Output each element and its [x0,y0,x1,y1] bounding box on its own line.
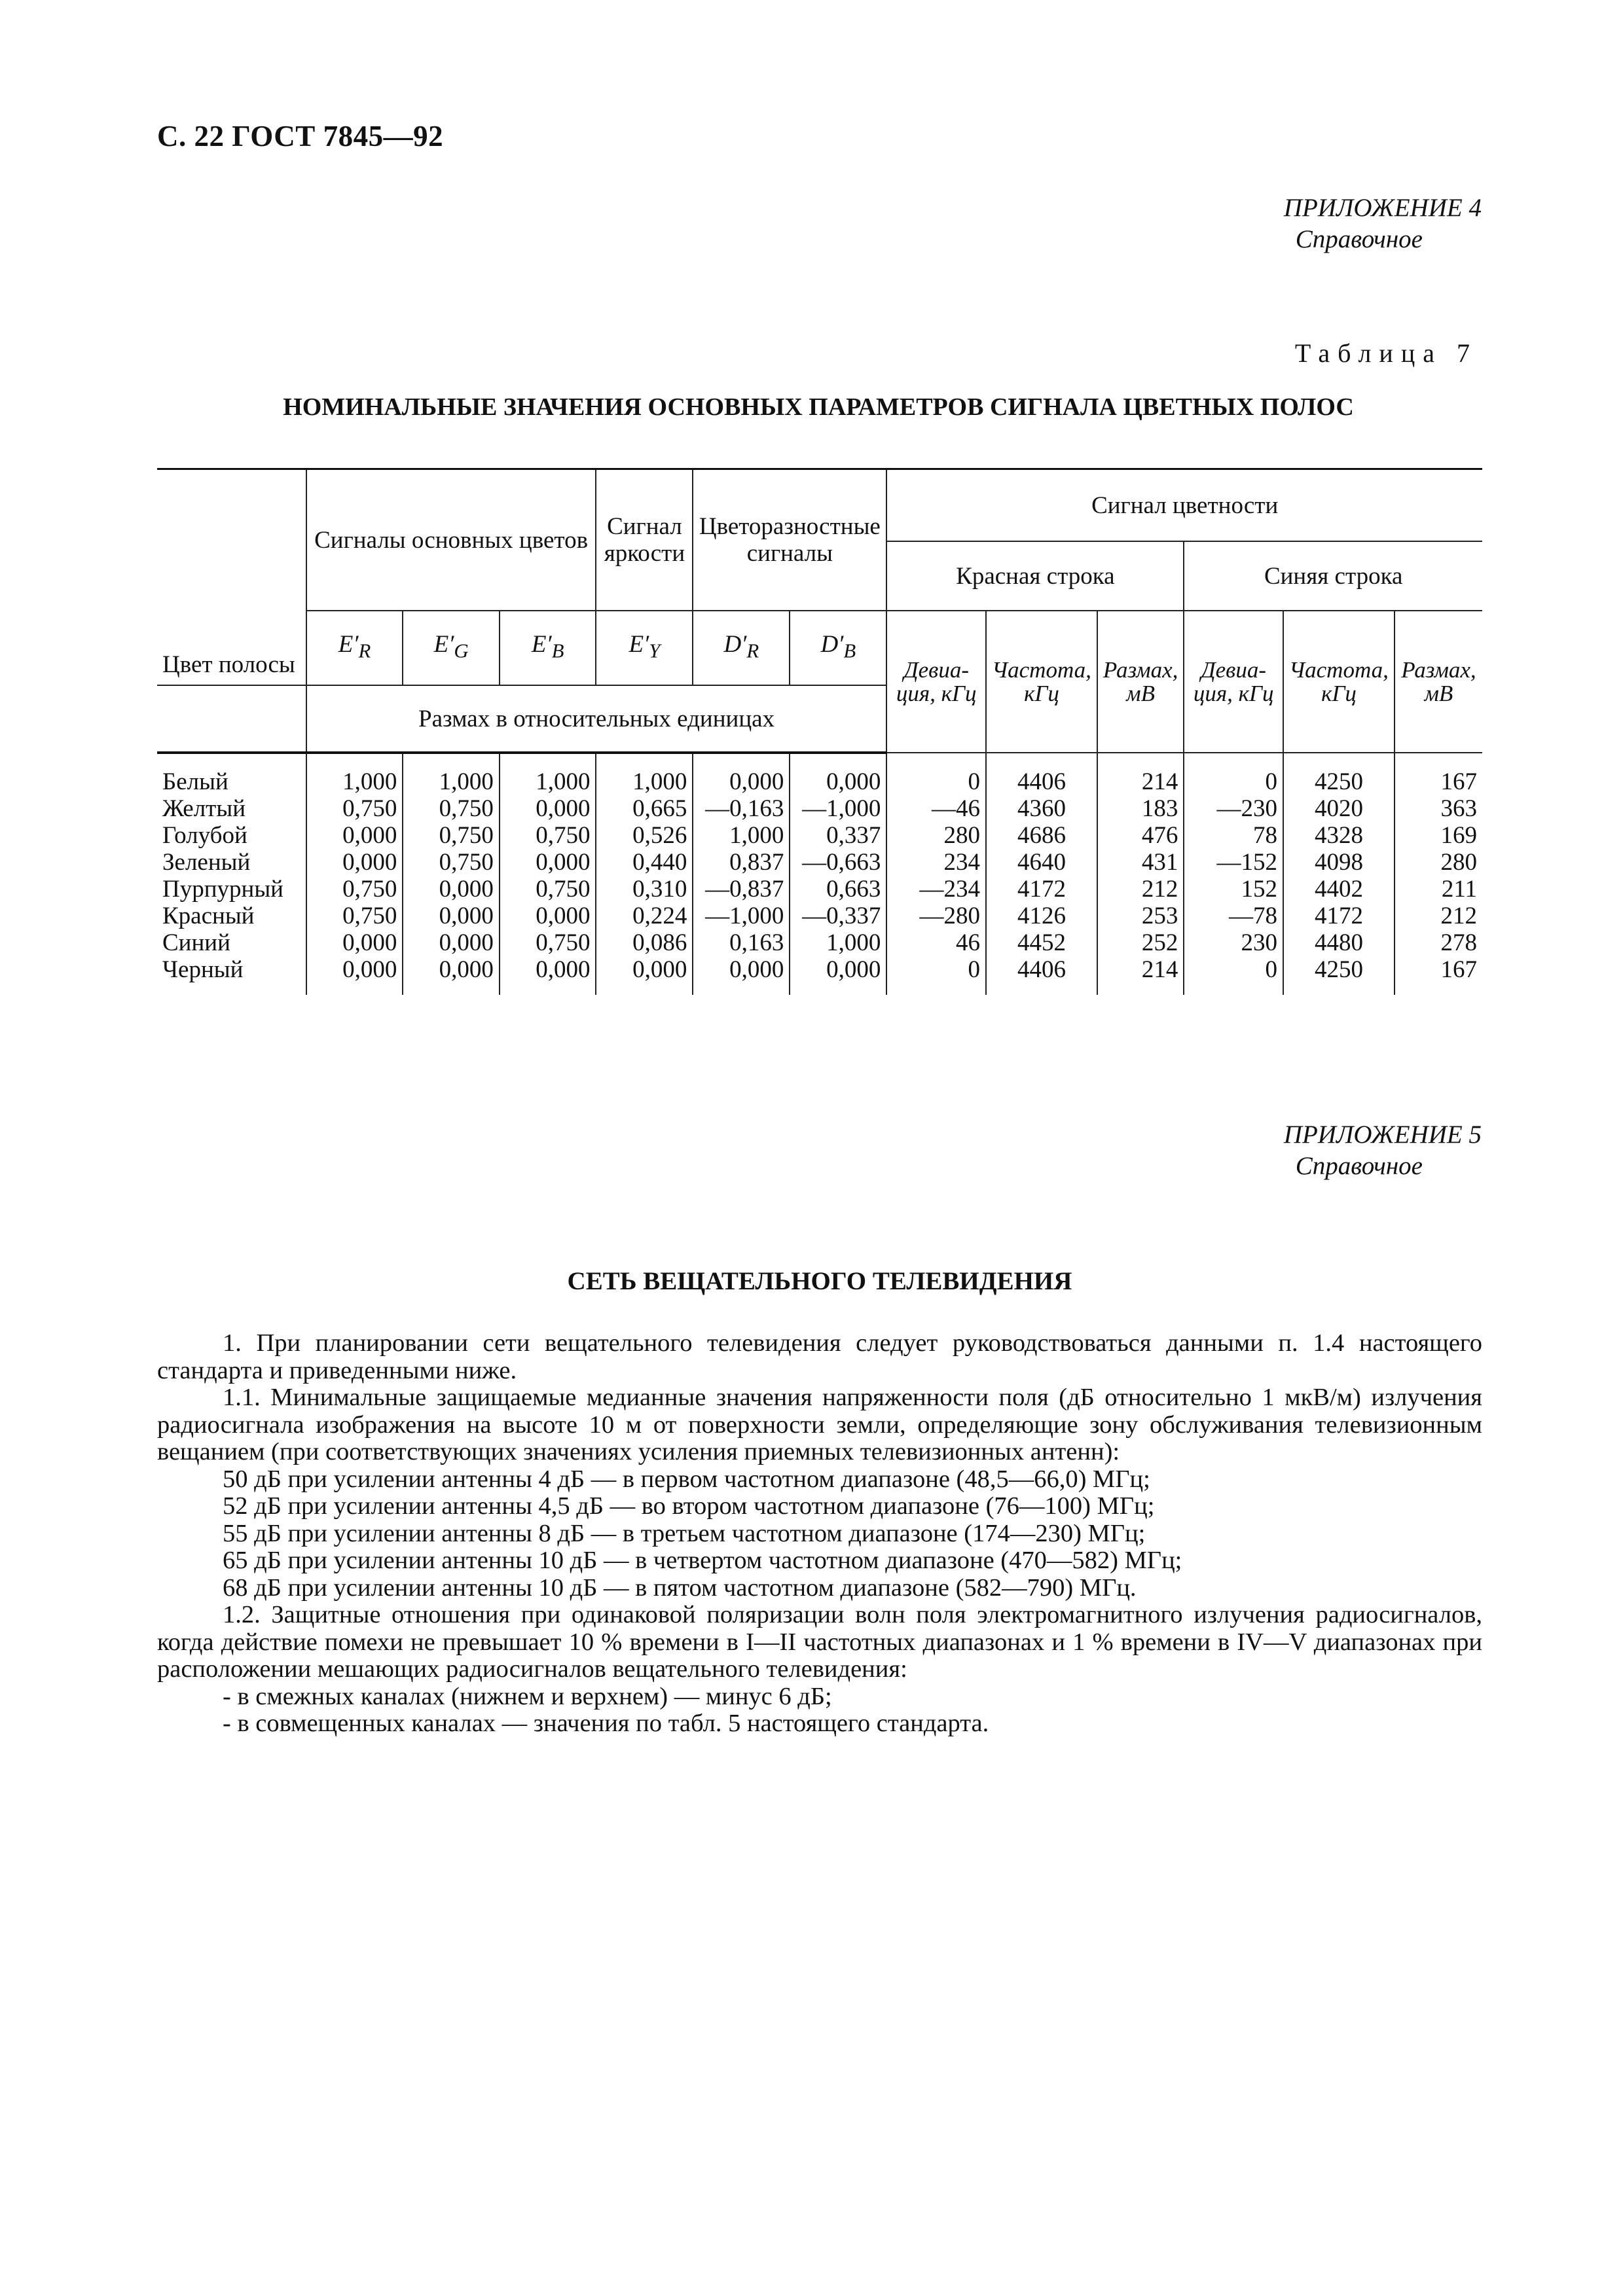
header-red-frequency: Частота, кГц [986,611,1097,753]
table-cell: 234 [886,849,986,876]
header-dr: $D'_R$ [693,611,790,685]
table-body [157,753,1482,995]
row-color-name: Голубой [157,822,306,849]
appendix-4-label [1284,192,1482,255]
table-cell: 1,000 [403,753,500,795]
table-row [157,929,1482,956]
paragraph-1-2: 1.2. Защитные отношения при одинаковой поляризации волн поля электромагнитного излучения радиосигналов, когда действие помехи не превышает 10 % времени в I—II частотных диапазонах и 1 % времени в IV—V диапазонах при расположении мешающих радиосигналов вещательного телевидения: [157,1601,1482,1683]
table-cell: 0,750 [500,876,596,903]
color-bars-table [157,468,1482,995]
list-item: - в смежных каналах (нижнем и верхнем) — минус 6 дБ; [223,1682,832,1710]
table-cell: —280 [886,903,986,929]
appendix-title: ПРИЛОЖЕНИЕ 4 [1283,194,1482,222]
table-cell: 0,750 [306,795,403,822]
table-cell: 0 [886,956,986,995]
table-cell: 212 [1097,876,1184,903]
table-cell: 252 [1097,929,1184,956]
header-luma-signal: Сигнал яркости [596,469,693,611]
table-cell: 0,750 [403,849,500,876]
appendix-subtitle: Справочное [1295,225,1423,253]
row-color-name: Синий [157,929,306,956]
table-cell: 4640 [986,849,1097,876]
table-cell: 152 [1184,876,1283,903]
paragraph-1: 1. При планировании сети вещательного телевидения следует руководствоваться данными п. 1.4 настоящего стандарта и приведенными ниже. [157,1329,1482,1384]
table-cell: 4172 [986,876,1097,903]
table-cell: —0,663 [790,849,886,876]
header-color-difference: Цветоразностные сигналы [693,469,886,611]
section-title: СЕТЬ ВЕЩАТЕЛЬНОГО ТЕЛЕВИДЕНИЯ [567,1267,1072,1295]
list-item: 55 дБ при усилении антенны 8 дБ — в третьем частотном диапазоне (174—230) МГц; [223,1519,1146,1547]
table-cell: 4250 [1283,956,1395,995]
table-cell: 4172 [1283,903,1395,929]
table-row [157,903,1482,929]
header-er: $E'_R$ [306,611,403,685]
row-color-name: Белый [157,753,306,795]
list-item: - в совмещенных каналах — значения по табл. 5 настоящего стандарта. [223,1710,989,1737]
table-cell: 1,000 [596,753,693,795]
table-cell: 431 [1097,849,1184,876]
table-cell: 212 [1395,903,1482,929]
row-color-name: Пурпурный [157,876,306,903]
header-eg: $E'_G$ [403,611,500,685]
table-cell: 0,000 [790,956,886,995]
row-color-name: Зеленый [157,849,306,876]
table-title: НОМИНАЛЬНЫЕ ЗНАЧЕНИЯ ОСНОВНЫХ ПАРАМЕТРОВ СИГНАЛА ЦВЕТНЫХ ПОЛОС [283,393,1354,421]
paragraph-1-1: 1.1. Минимальные защищаемые медианные значения напряженности поля (дБ относительно 1 мкВ/м) излучения радиосигнала изображения на высоте 10 м от поверхности земли, определяющие зону обслуживания телевизионным вещанием (при соответствующих значениях усиления приемных телевизионных антенн): [157,1384,1482,1465]
table-cell: 0,000 [306,956,403,995]
header-eb: $E'_B$ [500,611,596,685]
table-cell: 0,000 [403,903,500,929]
table-cell: 0,000 [500,849,596,876]
table-row [157,795,1482,822]
table-cell: 0 [1184,956,1283,995]
table-cell: 0,000 [500,903,596,929]
header-units-row: Размах в относительных единицах [306,685,887,753]
header-blue-frequency: Частота, кГц [1283,611,1395,753]
table-cell: —78 [1184,903,1283,929]
table-cell: 0,000 [596,956,693,995]
list-item: 50 дБ при усилении антенны 4 дБ — в первом частотном диапазоне (48,5—66,0) МГц; [223,1465,1150,1493]
table-cell: 0,337 [790,822,886,849]
list-item: 68 дБ при усилении антенны 10 дБ — в пятом частотном диапазоне (582—790) МГц. [223,1573,1137,1602]
table-cell: 0,750 [403,795,500,822]
table-cell: 0,000 [500,795,596,822]
table-cell: 0,665 [596,795,693,822]
row-color-name: Красный [157,903,306,929]
table-cell: 0,750 [306,903,403,929]
table-cell: 0,000 [306,929,403,956]
table-cell: 1,000 [693,822,790,849]
table-cell: 0,526 [596,822,693,849]
table-row [157,822,1482,849]
table-cell: 0,837 [693,849,790,876]
appendix-title: ПРИЛОЖЕНИЕ 5 [1283,1121,1482,1149]
table-cell: 0,000 [306,822,403,849]
header-red-swing: Размах, мВ [1097,611,1184,753]
table-cell: 476 [1097,822,1184,849]
table-cell: 1,000 [790,929,886,956]
table-cell: —234 [886,876,986,903]
page-header: С. 22 ГОСТ 7845—92 [157,120,444,152]
table-row [157,849,1482,876]
table-cell: 4250 [1283,753,1395,795]
table-cell: 214 [1097,753,1184,795]
header-bar-color: Цвет полосы [157,469,306,686]
header-red-deviation: Девиа- ция, кГц [886,611,986,753]
table-cell: 0,750 [306,876,403,903]
table-cell: —230 [1184,795,1283,822]
table-row [157,876,1482,903]
table-cell: 4328 [1283,822,1395,849]
header-red-line: Красная строка [886,541,1184,611]
table-cell: 0,000 [790,753,886,795]
table-cell: 0,086 [596,929,693,956]
table-cell: 0,000 [403,876,500,903]
header-blue-swing: Размах, мВ [1395,611,1482,753]
table-cell: 1,000 [306,753,403,795]
table-cell: 278 [1395,929,1482,956]
table-cell: 167 [1395,753,1482,795]
table-cell: 253 [1097,903,1184,929]
table-cell: 0,000 [403,956,500,995]
list-item: 65 дБ при усилении антенны 10 дБ — в четвертом частотном диапазоне (470—582) МГц; [223,1547,1182,1574]
table-cell: 0,750 [500,822,596,849]
table-cell: 0,000 [693,753,790,795]
table-cell: 4402 [1283,876,1395,903]
table-cell: 280 [1395,849,1482,876]
table-cell: —0,837 [693,876,790,903]
table-row [157,956,1482,995]
table-cell: 4406 [986,753,1097,795]
table-cell: 280 [886,822,986,849]
row-color-name: Черный [157,956,306,995]
table-cell: —152 [1184,849,1283,876]
appendix-subtitle: Справочное [1295,1152,1423,1180]
header-db: $D'_B$ [790,611,886,685]
table-cell: 211 [1395,876,1482,903]
table-cell: 0,750 [500,929,596,956]
table-cell: 0,440 [596,849,693,876]
table-cell: 0 [1184,753,1283,795]
table-cell: 4360 [986,795,1097,822]
table-cell: —1,000 [693,903,790,929]
table-cell: 167 [1395,956,1482,995]
table-cell: 214 [1097,956,1184,995]
table-cell: 0,000 [403,929,500,956]
table-cell: 0,663 [790,876,886,903]
body-text [157,1330,1482,1738]
table-cell: —0,337 [790,903,886,929]
table-cell: 4686 [986,822,1097,849]
table-cell: 4406 [986,956,1097,995]
header-ey: $E'_Y$ [596,611,693,685]
table-cell: 0,000 [693,956,790,995]
table-cell: 1,000 [500,753,596,795]
table-cell: 0,224 [596,903,693,929]
table-cell: 183 [1097,795,1184,822]
table-cell: 230 [1184,929,1283,956]
header-blue-deviation: Девиа- ция, кГц [1184,611,1283,753]
table-label: Таблица 7 [1294,338,1478,368]
table-cell: 169 [1395,822,1482,849]
table-cell: 0 [886,753,986,795]
table-row [157,753,1482,795]
table-cell: 4452 [986,929,1097,956]
header-blue-line: Синяя строка [1184,541,1482,611]
table-cell: 0,310 [596,876,693,903]
table-cell: 4098 [1283,849,1395,876]
table-cell: 4020 [1283,795,1395,822]
table-cell: —0,163 [693,795,790,822]
header-chroma-signal: Сигнал цветности [886,469,1482,542]
table-cell: 0,000 [306,849,403,876]
table-cell: 4480 [1283,929,1395,956]
table-cell: —46 [886,795,986,822]
appendix-5-label [1284,1119,1482,1182]
table-cell: 0,750 [403,822,500,849]
row-color-name: Желтый [157,795,306,822]
list-item: 52 дБ при усилении антенны 4,5 дБ — во втором частотном диапазоне (76—100) МГц; [223,1492,1155,1520]
table-cell: 4126 [986,903,1097,929]
header-primary-signals: Сигналы основных цветов [306,469,596,611]
table-cell: 46 [886,929,986,956]
table-cell: 363 [1395,795,1482,822]
table-cell: 0,163 [693,929,790,956]
table-cell: 0,000 [500,956,596,995]
table-cell: —1,000 [790,795,886,822]
table-cell: 78 [1184,822,1283,849]
